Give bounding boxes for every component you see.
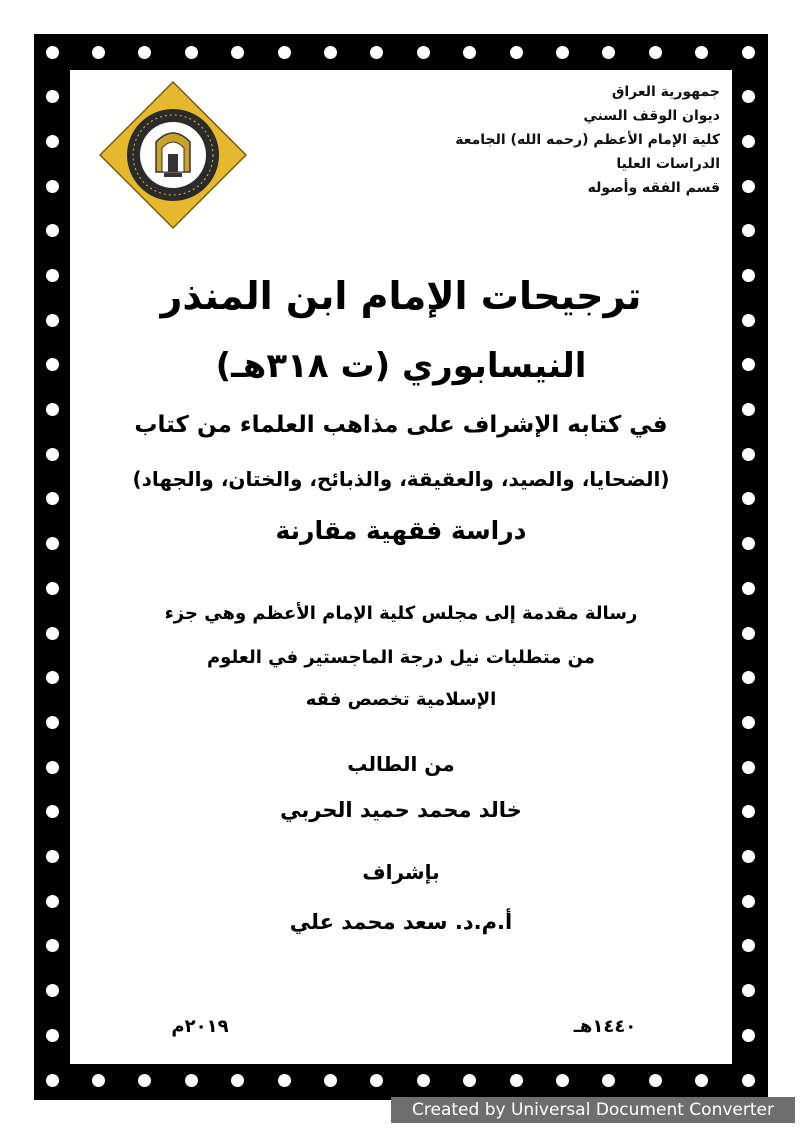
- border-dot: [46, 984, 59, 997]
- border-dot: [46, 671, 59, 684]
- border-dot: [742, 403, 755, 416]
- border-dot: [742, 448, 755, 461]
- thesis-subtitle: دراسة فقهية مقارنة: [275, 516, 527, 545]
- border-dot: [324, 46, 337, 59]
- border-dot: [46, 805, 59, 818]
- hijri-date: ١٤٤٠هـ: [573, 1016, 637, 1037]
- border-dot: [695, 1074, 708, 1087]
- header-line-studies: الدراسات العليا: [616, 156, 720, 172]
- border-dot: [46, 1074, 59, 1087]
- border-dot: [46, 939, 59, 952]
- border-dot: [231, 1074, 244, 1087]
- border-dot: [46, 492, 59, 505]
- gregorian-date: ٢٠١٩م: [171, 1016, 229, 1037]
- border-dot: [46, 314, 59, 327]
- header-line-country: جمهورية العراق: [611, 84, 720, 100]
- border-dot: [695, 46, 708, 59]
- college-emblem-icon: [98, 80, 248, 230]
- border-dot: [370, 46, 383, 59]
- border-dot: [417, 1074, 430, 1087]
- institution-header: [390, 80, 720, 200]
- header-line-department: قسم الفقه وأصوله: [587, 180, 720, 196]
- border-dot: [742, 135, 755, 148]
- border-dot: [46, 850, 59, 863]
- border-dot: [742, 939, 755, 952]
- border-dot: [417, 46, 430, 59]
- border-dot: [742, 761, 755, 774]
- border-dot: [46, 403, 59, 416]
- border-dot: [742, 850, 755, 863]
- border-dot: [46, 269, 59, 282]
- border-dot: [742, 46, 755, 59]
- border-dot: [742, 627, 755, 640]
- border-dot: [742, 180, 755, 193]
- border-dot: [46, 90, 59, 103]
- border-dot: [46, 46, 59, 59]
- thesis-title-line-3: في كتابه الإشراف على مذاهب العلماء من كتاب: [134, 412, 668, 438]
- student-label: من الطالب: [347, 752, 455, 776]
- border-dot: [278, 1074, 291, 1087]
- border-dot: [463, 1074, 476, 1087]
- border-dot: [742, 671, 755, 684]
- thesis-statement-line-2: من متطلبات نيل درجة الماجستير في العلوم: [206, 647, 596, 668]
- border-dot: [46, 537, 59, 550]
- border-dot: [742, 492, 755, 505]
- border-dot: [138, 46, 151, 59]
- border-dot: [185, 46, 198, 59]
- border-dot: [46, 716, 59, 729]
- border-dot: [46, 358, 59, 371]
- converter-watermark: Created by Universal Document Converter: [391, 1097, 795, 1123]
- thesis-title-line-2: النيسابوري (ت ٣١٨هـ): [215, 346, 587, 386]
- border-dot: [602, 46, 615, 59]
- header-line-ministry: ديوان الوقف السني: [583, 108, 720, 124]
- border-dot: [46, 1029, 59, 1042]
- border-dot: [742, 895, 755, 908]
- border-dot: [649, 1074, 662, 1087]
- border-dot: [556, 1074, 569, 1087]
- thesis-statement-line-3: الإسلامية تخصص فقه: [305, 689, 497, 710]
- border-dot: [510, 46, 523, 59]
- border-dot: [324, 1074, 337, 1087]
- border-dot: [46, 135, 59, 148]
- border-dot: [742, 805, 755, 818]
- thesis-title-line-1: ترجيحات الإمام ابن المنذر: [160, 274, 642, 318]
- border-dot: [46, 180, 59, 193]
- border-dot: [463, 46, 476, 59]
- border-dot: [602, 1074, 615, 1087]
- border-dot: [46, 582, 59, 595]
- thesis-title-line-4: (الضحايا، والصيد، والعقيقة، والذبائح، والختان، والجهاد): [132, 467, 670, 491]
- header-line-college: كلية الإمام الأعظم (رحمه الله) الجامعة: [455, 132, 720, 148]
- border-dot: [742, 1074, 755, 1087]
- border-dot: [742, 1029, 755, 1042]
- border-dot: [742, 269, 755, 282]
- student-name: خالد محمد حميد الحربي: [280, 798, 522, 822]
- border-dot: [649, 46, 662, 59]
- border-dot: [46, 627, 59, 640]
- border-dot: [46, 895, 59, 908]
- border-dot: [742, 224, 755, 237]
- thesis-statement-line-1: رسالة مقدمة إلى مجلس كلية الإمام الأعظم وهي جزء: [164, 603, 638, 624]
- border-dot: [185, 1074, 198, 1087]
- border-dot: [742, 716, 755, 729]
- border-dot: [46, 224, 59, 237]
- border-dot: [231, 46, 244, 59]
- border-dot: [370, 1074, 383, 1087]
- border-dot: [138, 1074, 151, 1087]
- border-dot: [46, 761, 59, 774]
- border-dot: [742, 984, 755, 997]
- border-dot: [742, 537, 755, 550]
- supervisor-name: أ.م.د. سعد محمد علي: [289, 910, 513, 934]
- supervisor-label: بإشراف: [362, 860, 440, 884]
- border-dot: [278, 46, 291, 59]
- border-dot: [742, 582, 755, 595]
- border-dot: [742, 358, 755, 371]
- border-dot: [92, 46, 105, 59]
- border-dot: [556, 46, 569, 59]
- border-dot: [510, 1074, 523, 1087]
- border-dot: [742, 314, 755, 327]
- border-dot: [46, 448, 59, 461]
- border-dot: [92, 1074, 105, 1087]
- border-dot: [742, 90, 755, 103]
